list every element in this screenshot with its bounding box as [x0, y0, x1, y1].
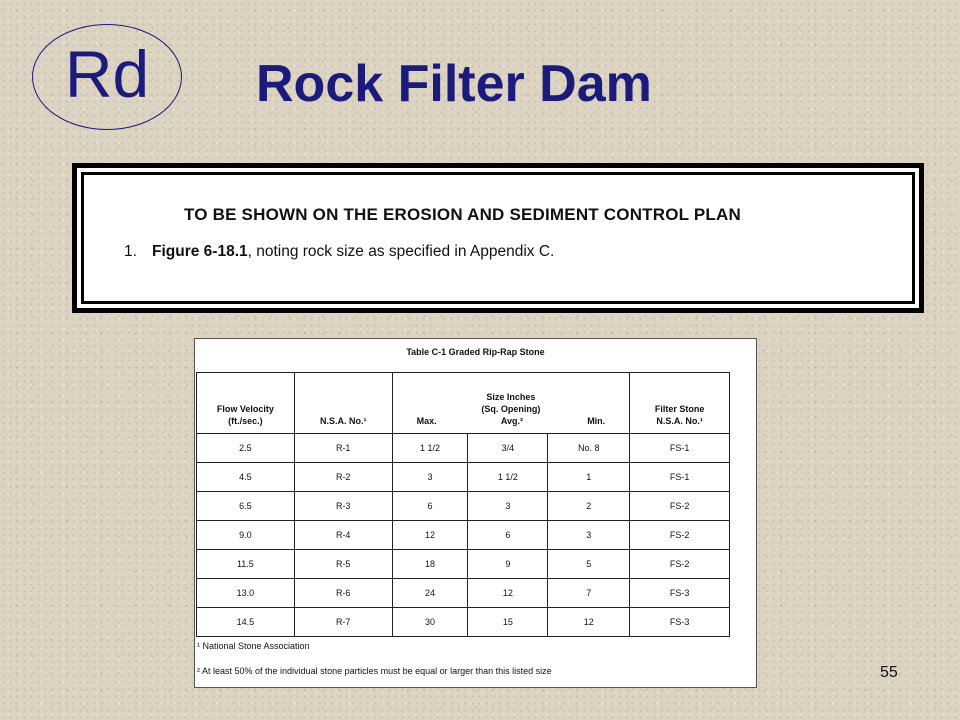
cell-size-max: 1 1/2	[392, 434, 468, 463]
cell-flow-velocity: 6.5	[197, 492, 295, 521]
header-size-inches	[392, 373, 630, 434]
plan-item-1	[124, 243, 912, 261]
header-size-max: Max.	[416, 416, 437, 426]
cell-size-max: 30	[392, 608, 468, 637]
table-footnotes	[197, 638, 752, 679]
header-size-line1: Size Inches	[486, 392, 536, 402]
cell-flow-velocity: 4.5	[197, 463, 295, 492]
cell-flow-velocity: 2.5	[197, 434, 295, 463]
cell-nsa-no: R-2	[294, 463, 392, 492]
cell-size-min: 1	[548, 463, 630, 492]
cell-flow-velocity: 9.0	[197, 521, 295, 550]
cell-size-min: 12	[548, 608, 630, 637]
table-row	[197, 434, 730, 463]
cell-size-max: 6	[392, 492, 468, 521]
slide-title: Rock Filter Dam	[256, 55, 652, 113]
header-flow-velocity-line1: Flow Velocity	[216, 404, 274, 414]
footnote-1: ¹ National Stone Association	[197, 641, 310, 651]
header-flow-velocity-line2: (ft./sec.)	[228, 416, 263, 426]
cell-size-max: 3	[392, 463, 468, 492]
table-caption: Table C-1 Graded Rip-Rap Stone	[406, 347, 545, 357]
rd-logo	[32, 24, 182, 130]
header-nsa-no	[294, 373, 392, 434]
header-filter-line1: Filter Stone	[654, 404, 705, 414]
riprap-table	[196, 372, 730, 637]
cell-nsa-no: R-6	[294, 579, 392, 608]
cell-nsa-no: R-5	[294, 550, 392, 579]
logo-text: Rd	[64, 37, 150, 111]
plan-item-figure: Figure 6-18.1	[152, 243, 248, 260]
cell-filter-stone: FS-3	[630, 579, 730, 608]
header-filter-line2: N.S.A. No.¹	[656, 416, 703, 426]
cell-nsa-no: R-7	[294, 608, 392, 637]
plan-box-frame	[77, 168, 919, 308]
table-row	[197, 608, 730, 637]
header-filter-stone	[630, 373, 730, 434]
header-flow-velocity	[197, 373, 295, 434]
footnote-2: ² At least 50% of the individual stone particles must be equal or larger than this listed size	[197, 666, 552, 676]
cell-size-max: 24	[392, 579, 468, 608]
table-row	[197, 463, 730, 492]
cell-filter-stone: FS-2	[630, 492, 730, 521]
header-size-subcolumns	[393, 415, 630, 427]
cell-filter-stone: FS-1	[630, 463, 730, 492]
plan-heading: TO BE SHOWN ON THE EROSION AND SEDIMENT CONTROL PLAN	[184, 205, 741, 224]
cell-nsa-no: R-3	[294, 492, 392, 521]
cell-nsa-no: R-1	[294, 434, 392, 463]
cell-flow-velocity: 14.5	[197, 608, 295, 637]
table-header-row	[197, 373, 730, 434]
cell-size-avg: 6	[468, 521, 548, 550]
table-row	[197, 579, 730, 608]
cell-flow-velocity: 11.5	[197, 550, 295, 579]
plan-item-text: , noting rock size as specified in Appendix C.	[247, 243, 555, 260]
cell-filter-stone: FS-2	[630, 550, 730, 579]
plan-box-content	[81, 172, 915, 304]
cell-size-avg: 15	[468, 608, 548, 637]
cell-size-avg: 1 1/2	[468, 463, 548, 492]
riprap-table-panel	[194, 338, 757, 688]
table-row	[197, 521, 730, 550]
cell-filter-stone: FS-2	[630, 521, 730, 550]
table-row	[197, 550, 730, 579]
cell-size-avg: 3/4	[468, 434, 548, 463]
cell-size-avg: 3	[468, 492, 548, 521]
cell-size-avg: 9	[468, 550, 548, 579]
header-size-line2: (Sq. Opening)	[481, 404, 541, 414]
cell-nsa-no: R-4	[294, 521, 392, 550]
cell-filter-stone: FS-1	[630, 434, 730, 463]
header-nsa-no-text: N.S.A. No.¹	[319, 416, 367, 426]
plan-requirements-box	[72, 163, 924, 313]
header-size-min: Min.	[587, 416, 606, 426]
cell-size-min: 7	[548, 579, 630, 608]
page-number: 55	[880, 664, 898, 681]
cell-size-min: No. 8	[548, 434, 630, 463]
cell-size-avg: 12	[468, 579, 548, 608]
cell-size-max: 18	[392, 550, 468, 579]
cell-size-min: 5	[548, 550, 630, 579]
cell-size-min: 2	[548, 492, 630, 521]
cell-size-min: 3	[548, 521, 630, 550]
table-row	[197, 492, 730, 521]
cell-flow-velocity: 13.0	[197, 579, 295, 608]
header-size-avg: Avg.²	[500, 416, 523, 426]
cell-filter-stone: FS-3	[630, 608, 730, 637]
cell-size-max: 12	[392, 521, 468, 550]
plan-item-number: 1.	[124, 243, 137, 260]
